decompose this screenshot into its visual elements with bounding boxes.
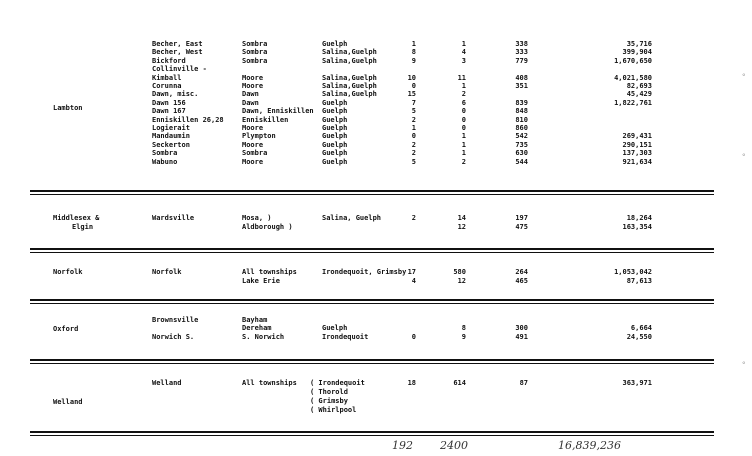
col4-value: 363,971 (622, 379, 652, 387)
section-divider (30, 299, 714, 301)
pool-name: Dawn, misc. (152, 90, 199, 99)
col2-value: 2 (461, 90, 466, 99)
formation-name: Guelph (322, 149, 348, 158)
township-name: Moore (242, 73, 264, 82)
col3-value: 735 (515, 140, 528, 149)
township-name: Dereham (242, 324, 272, 333)
col1-value: 2 (411, 115, 416, 124)
col1-value: 2 (411, 214, 416, 222)
col4-value: 1,670,650 (614, 56, 652, 65)
formation-name: Guelph (322, 157, 348, 166)
formation-name: ( Whirlpool (310, 406, 357, 414)
pool-name: Dawn 167 (152, 107, 186, 116)
col2-value: 0 (461, 115, 466, 124)
col3-value: 351 (515, 82, 528, 90)
col4-value: 1,053,042 (614, 268, 652, 276)
section-divider (30, 431, 714, 433)
formation-name: Salina,Guelph (322, 48, 377, 57)
col2-value: 1 (461, 149, 466, 158)
col2-value: 6 (461, 98, 466, 107)
formation-name: Salina,Guelph (322, 56, 377, 65)
col2-value: 4 (461, 48, 466, 57)
col3-value: 475 (515, 223, 528, 231)
col1-value: 5 (411, 157, 416, 166)
col1-value: 0 (411, 332, 416, 341)
formation-name: Salina,Guelph (322, 73, 377, 82)
township-name: Sombra (242, 56, 268, 65)
col2-value: 12 (457, 223, 466, 231)
col3-value: 333 (515, 48, 528, 57)
township-name: All townships (242, 268, 297, 276)
section-divider (30, 194, 714, 195)
col2-value: 14 (457, 214, 466, 222)
col1-value: 2 (411, 149, 416, 158)
col3-value: 544 (515, 157, 528, 166)
township-name: Dawn (242, 98, 259, 107)
col4-value: 24,550 (626, 332, 652, 341)
col1-value: 1 (411, 124, 416, 132)
col3-value: 264 (515, 268, 528, 276)
col4-value: 163,354 (622, 223, 652, 231)
pool-name: Logierait (152, 124, 190, 132)
pool-name: Wabuno (152, 157, 178, 166)
township-name: Sombra (242, 48, 268, 57)
township-name: Enniskillen (242, 115, 289, 124)
col4-value: 137,303 (622, 149, 652, 158)
pool-name: Becher, West (152, 48, 203, 57)
county-lambton: Lambton (53, 104, 83, 112)
col3-value: 542 (515, 132, 528, 141)
col4-value: 82,693 (626, 82, 652, 90)
township-name: Moore (242, 124, 264, 132)
total-wells: 192 (392, 439, 413, 452)
township-name: Lake Erie (242, 277, 280, 285)
col4-value: 87,613 (626, 277, 652, 285)
col1-value: 4 (411, 277, 416, 285)
col2-value: 1 (461, 132, 466, 141)
col3-value: 300 (515, 324, 528, 333)
pool-name: Norfolk (152, 268, 182, 276)
col4-value: 4,021,580 (614, 73, 652, 82)
col1-value: 5 (411, 107, 416, 116)
col3-value: 839 (515, 98, 528, 107)
pool-name: Kimball (152, 73, 182, 82)
section-divider (30, 435, 714, 436)
col2-value: 3 (461, 56, 466, 65)
col4-value: 6,664 (630, 324, 652, 333)
township-name: Moore (242, 157, 264, 166)
total-feet: 2400 (440, 439, 468, 452)
county-oxford: Oxford (53, 325, 79, 333)
pool-name: Welland (152, 379, 182, 387)
col2-value: 1 (461, 40, 466, 48)
col3-value: 87 (519, 379, 528, 387)
township-name: Dawn, Enniskillen (242, 107, 314, 116)
col4-value: 921,634 (622, 157, 652, 166)
col4-value: 399,904 (622, 48, 652, 57)
formation-name: Salina,Guelph (322, 90, 377, 99)
section-divider (30, 359, 714, 361)
col1-value: 2 (411, 140, 416, 149)
col1-value: 0 (411, 132, 416, 141)
col3-value: 465 (515, 277, 528, 285)
col1-value: 9 (411, 56, 416, 65)
formation-name: Guelph (322, 324, 348, 333)
county-elgin: Elgin (72, 223, 94, 231)
col4-value: 35,716 (626, 40, 652, 48)
county-norfolk: Norfolk (53, 268, 83, 276)
total-value: 16,839,236 (558, 439, 621, 452)
pool-name: Mandaumin (152, 132, 190, 141)
pool-name: Bickford (152, 56, 186, 65)
col2-value: 580 (453, 268, 466, 276)
col3-value: 630 (515, 149, 528, 158)
formation-name: Guelph (322, 124, 348, 132)
col2-value: 11 (457, 73, 466, 82)
pool-name: Sombra (152, 149, 178, 158)
col3-value: 779 (515, 56, 528, 65)
col3-value: 848 (515, 107, 528, 116)
col3-value: 860 (515, 124, 528, 132)
section-divider (30, 363, 714, 364)
col4-value: 18,264 (626, 214, 652, 222)
col1-value: 10 (407, 73, 416, 82)
township-name: Bayham (242, 316, 268, 324)
col1-value: 8 (411, 48, 416, 57)
col2-value: 0 (461, 107, 466, 116)
formation-name: ( Thorold (310, 388, 348, 396)
township-name: Moore (242, 82, 264, 90)
section-divider (30, 252, 714, 253)
township-name: Aldborough ) (242, 223, 293, 231)
pool-name: Wardsville (152, 214, 195, 222)
formation-name: ( Irondequoit (310, 379, 365, 387)
township-name: All townships (242, 379, 297, 387)
formation-name: Guelph (322, 140, 348, 149)
col4-value: 290,151 (622, 140, 652, 149)
formation-name: Irondequoit (322, 332, 369, 341)
township-name: S. Norwich (242, 332, 285, 341)
col3-value: 408 (515, 73, 528, 82)
formation-name: Salina,Guelph (322, 82, 377, 90)
col2-value: 614 (453, 379, 466, 387)
col4-value: 45,429 (626, 90, 652, 99)
formation-name: Guelph (322, 132, 348, 141)
col2-value: 8 (461, 324, 466, 333)
formation-name: Guelph (322, 115, 348, 124)
section-divider (30, 248, 714, 250)
col1-value: 1 (411, 40, 416, 48)
scan-mark: ◦ (742, 152, 746, 159)
col2-value: 1 (461, 140, 466, 149)
col3-value: 491 (515, 332, 528, 341)
county-welland: Welland (53, 398, 83, 406)
col2-value: 0 (461, 124, 466, 132)
col4-value: 1,822,761 (614, 98, 652, 107)
township-name: Plympton (242, 132, 276, 141)
township-name: Mosa, ) (242, 214, 272, 222)
col2-value: 2 (461, 157, 466, 166)
formation-name: Irondequoit, Grimsby (322, 268, 407, 276)
col1-value: 7 (411, 98, 416, 107)
col2-value: 1 (461, 82, 466, 90)
scan-mark: ◦ (742, 72, 746, 79)
col1-value: 17 (407, 268, 416, 276)
county-middlesex: Middlesex & (53, 214, 100, 222)
col3-value: 810 (515, 115, 528, 124)
pool-name: Collinville - (152, 65, 207, 74)
col1-value: 15 (407, 90, 416, 99)
pool-name: Becher, East (152, 40, 203, 48)
col4-value: 269,431 (622, 132, 652, 141)
formation-name: Salina, Guelph (322, 214, 382, 222)
pool-name: Norwich S. (152, 332, 195, 341)
township-name: Sombra (242, 40, 268, 48)
col2-value: 12 (457, 277, 466, 285)
col1-value: 0 (411, 82, 416, 90)
pool-name: Dawn 156 (152, 98, 186, 107)
pool-name: Seckerton (152, 140, 190, 149)
col3-value: 338 (515, 40, 528, 48)
col2-value: 9 (461, 332, 466, 341)
township-name: Sombra (242, 149, 268, 158)
township-name: Moore (242, 140, 264, 149)
scan-mark: ◦ (742, 360, 746, 367)
pool-name: Corunna (152, 82, 182, 90)
section-divider (30, 303, 714, 304)
formation-name: Guelph (322, 107, 348, 116)
pool-name: Brownsville (152, 316, 199, 324)
formation-name: Guelph (322, 98, 348, 107)
pool-name: Enniskillen 26,28 (152, 115, 224, 124)
section-divider (30, 190, 714, 192)
col1-value: 18 (407, 379, 416, 387)
formation-name: Guelph (322, 40, 348, 48)
col3-value: 197 (515, 214, 528, 222)
township-name: Dawn (242, 90, 259, 99)
formation-name: ( Grimsby (310, 397, 348, 405)
